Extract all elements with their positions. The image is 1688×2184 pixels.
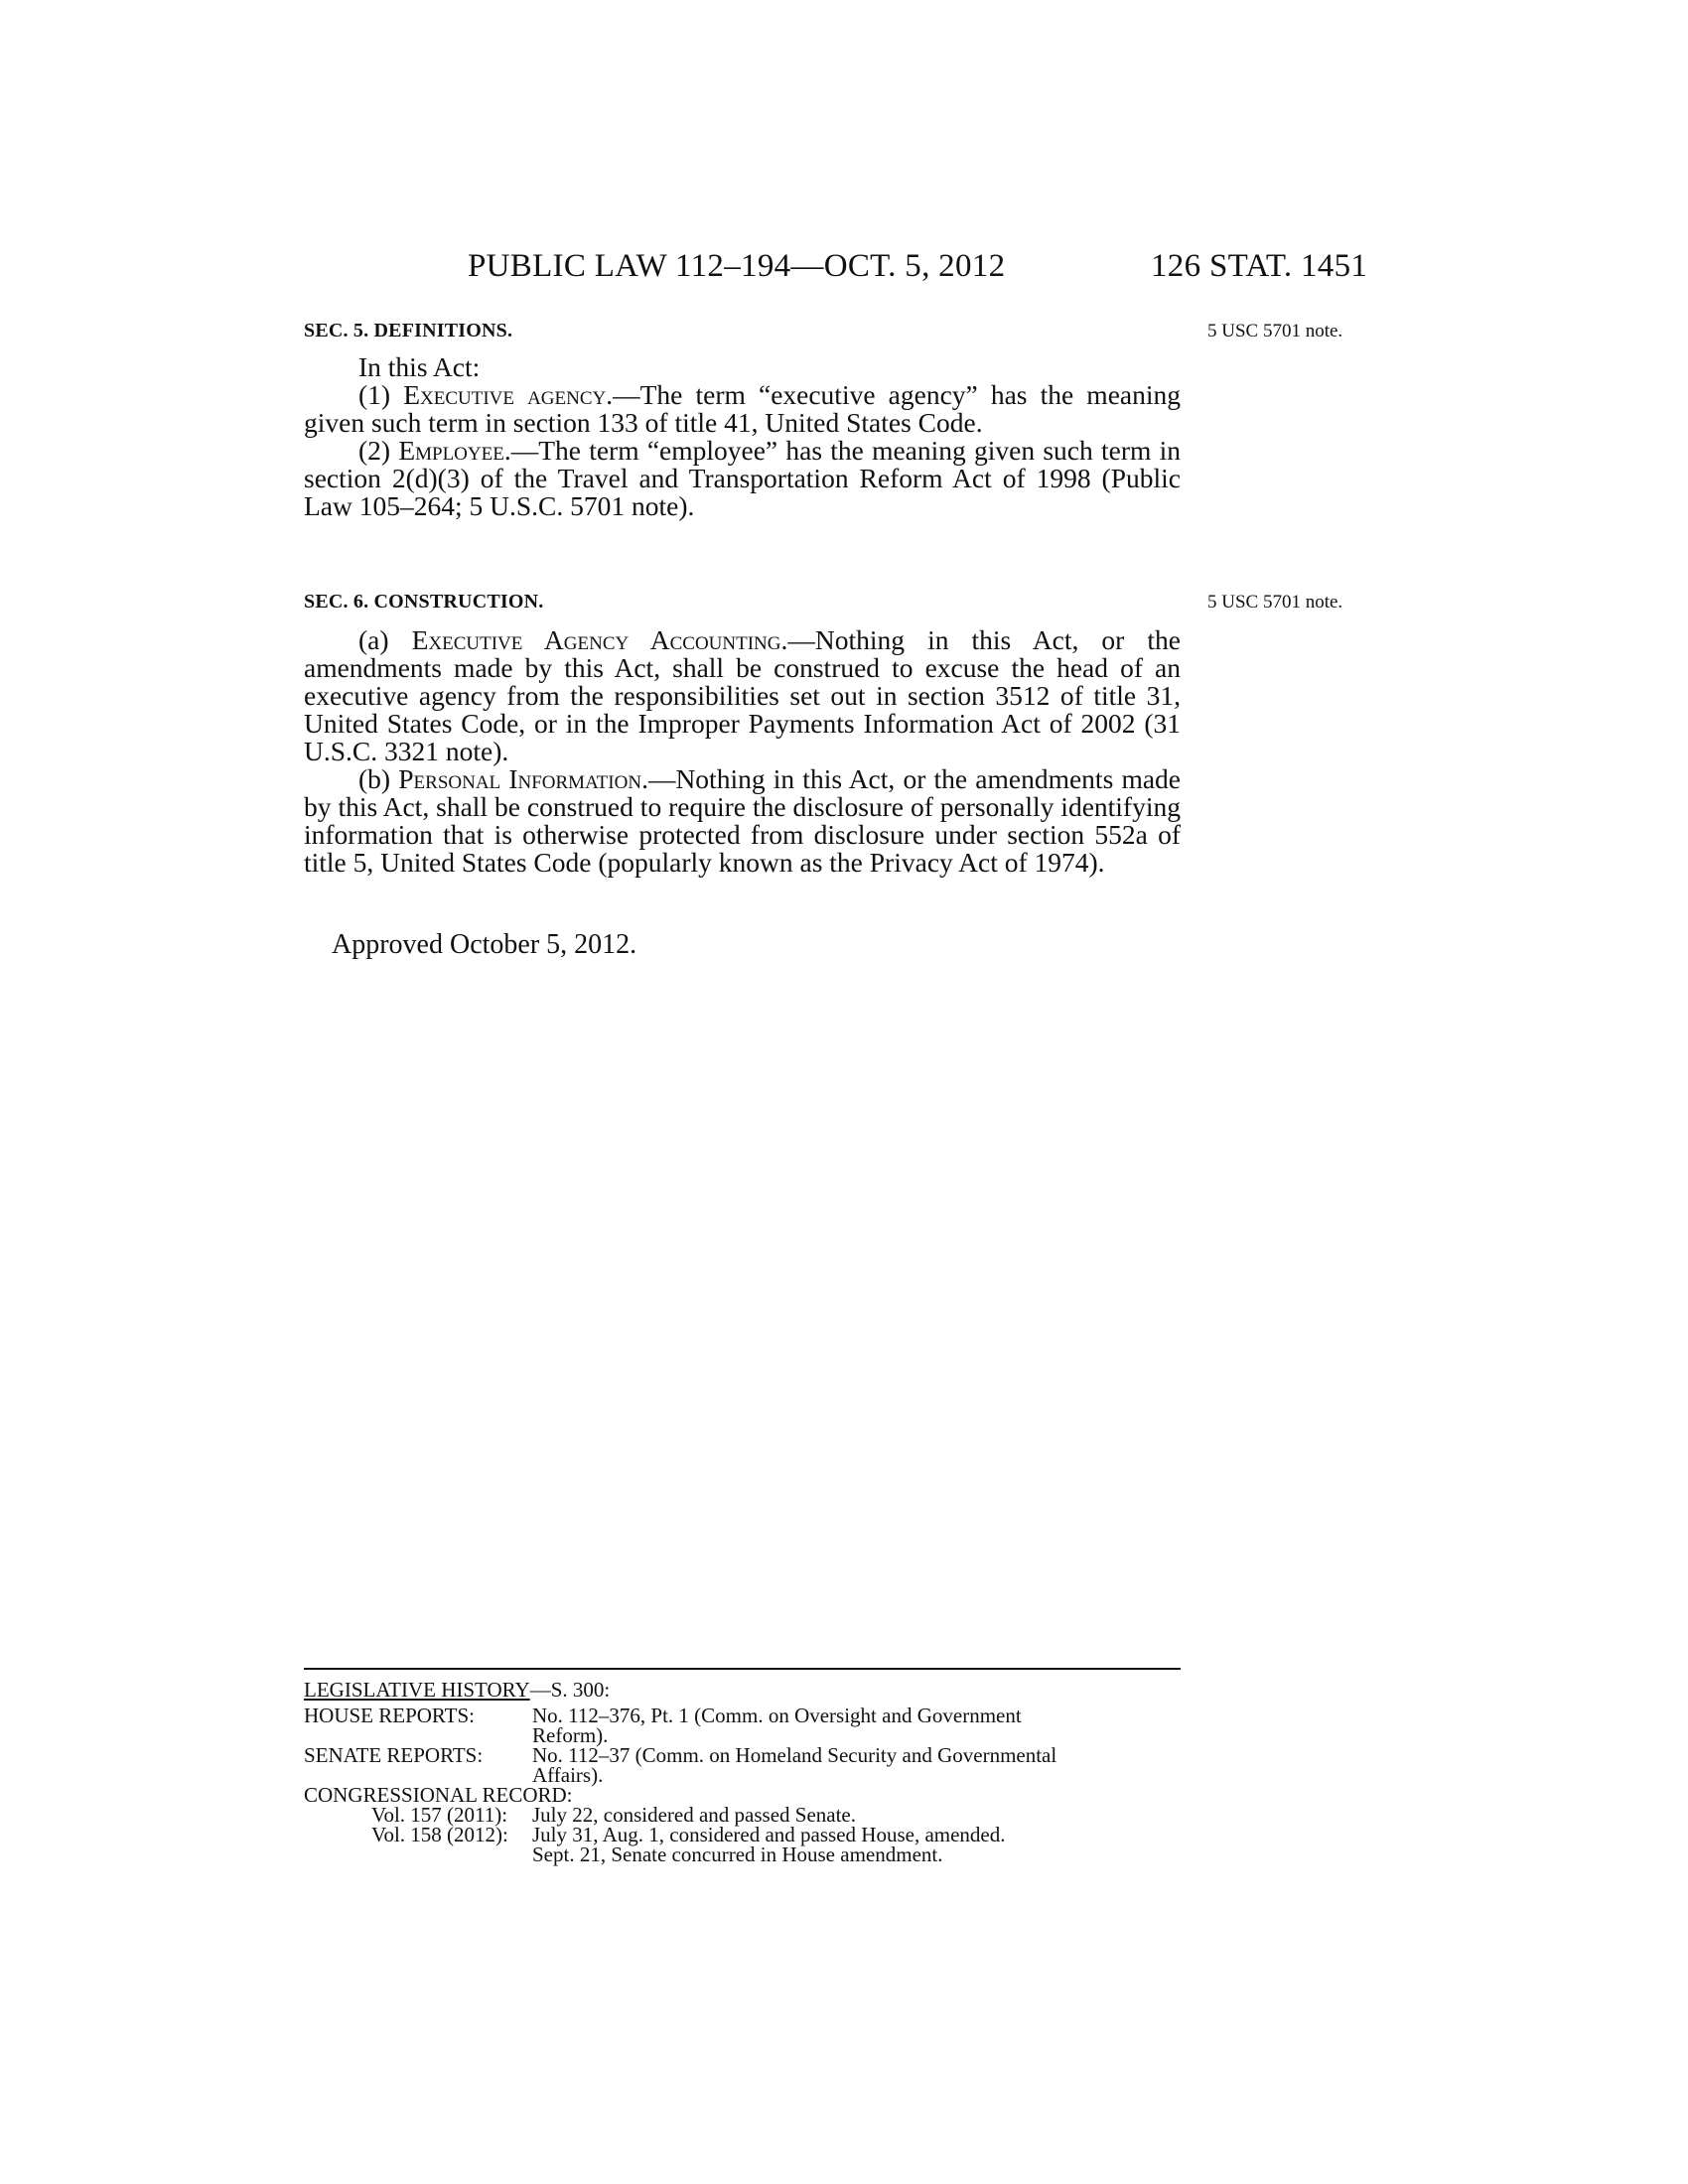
subsection-a-text: .—Nothing in this Act, or the amendments made by this Act, shall be construed to excuse the head of an executive agency from the responsibilities set out in section 3512 of title 31, United States Code, or in the Improper Payments Information Act of 2002 (31 U.S.C. 3321 note).: [304, 624, 1181, 766]
section-6-margin-note: 5 USC 5701 note.: [1207, 592, 1343, 613]
legislative-history: [304, 1680, 1181, 1864]
vol-158-entry: [304, 1825, 1181, 1844]
footer-divider: [304, 1668, 1181, 1670]
legislative-history-title: LEGISLATIVE HISTORY—S. 300:: [304, 1678, 611, 1702]
subsection-b-number: (b): [358, 763, 391, 794]
vol-158-line2: Sept. 21, Senate concurred in House amendment.: [532, 1843, 943, 1866]
statute-page-number: 126 STAT. 1451: [1151, 248, 1368, 284]
subsection-b-personal-information: [304, 765, 1181, 877]
definition-executive-agency: [304, 381, 1181, 437]
congressional-record-label: CONGRESSIONAL RECORD:: [304, 1783, 573, 1807]
vol-157-text: July 22, considered and passed Senate.: [532, 1803, 857, 1827]
vol-157-label: Vol. 157 (2011):: [371, 1803, 508, 1827]
definition-employee: [304, 437, 1181, 520]
house-reports: [304, 1706, 1181, 1725]
subsection-b-text: .—Nothing in this Act, or the amendments made by this Act, shall be construed to require the disclosure of personally identifying information that is otherwise protected from disclosure under section 552a of title 5, United States Code (popularly known as the Privacy Act of 1974).: [304, 763, 1182, 878]
section-5-margin-note: 5 USC 5701 note.: [1207, 321, 1343, 341]
definition-1-term: Executive agency: [403, 379, 607, 410]
section-6-body: [304, 626, 1181, 877]
subsection-a-number: (a): [358, 624, 389, 655]
house-reports-line1: No. 112–376, Pt. 1 (Comm. on Oversight and Government: [532, 1704, 1022, 1727]
senate-reports: [304, 1745, 1181, 1765]
senate-reports-label: SENATE REPORTS:: [304, 1743, 484, 1767]
house-reports-line2: Reform).: [532, 1723, 609, 1747]
section-5-heading: SEC. 5. DEFINITIONS.: [304, 320, 513, 341]
senate-reports-line1: No. 112–37 (Comm. on Homeland Security and Governmental: [532, 1743, 1057, 1767]
definition-2-number: (2): [358, 435, 391, 466]
house-reports-label: HOUSE REPORTS:: [304, 1704, 476, 1727]
definition-1-number: (1): [358, 379, 391, 410]
section-5-body: [304, 353, 1181, 520]
section-6-heading: SEC. 6. CONSTRUCTION.: [304, 591, 544, 613]
subsection-b-term: Personal Information: [398, 763, 642, 794]
subsection-a-term: Executive Agency Accounting: [411, 624, 781, 655]
subsection-a-accounting: [304, 626, 1181, 765]
vol-157-entry: [304, 1805, 1181, 1825]
vol-158-label: Vol. 158 (2012):: [371, 1823, 508, 1846]
definition-2-text: .—The term “employee” has the meaning given such term in section 2(d)(3) of the Travel and Transportation Reform Act of 1998 (Public Law 105–264; 5 U.S.C. 5701 note).: [304, 435, 1181, 521]
approval-date: Approved October 5, 2012.: [332, 929, 637, 960]
running-header-title: PUBLIC LAW 112–194—OCT. 5, 2012: [468, 248, 1006, 284]
vol-158-line1: July 31, Aug. 1, considered and passed House, amended.: [532, 1823, 1006, 1846]
section-5-intro: In this Act:: [358, 351, 481, 382]
definition-2-term: Employee: [398, 435, 504, 466]
senate-reports-line2: Affairs).: [532, 1763, 604, 1787]
definition-1-text: .—The term “executive agency” has the meaning given such term in section 133 of title 41, United States Code.: [304, 379, 1181, 438]
